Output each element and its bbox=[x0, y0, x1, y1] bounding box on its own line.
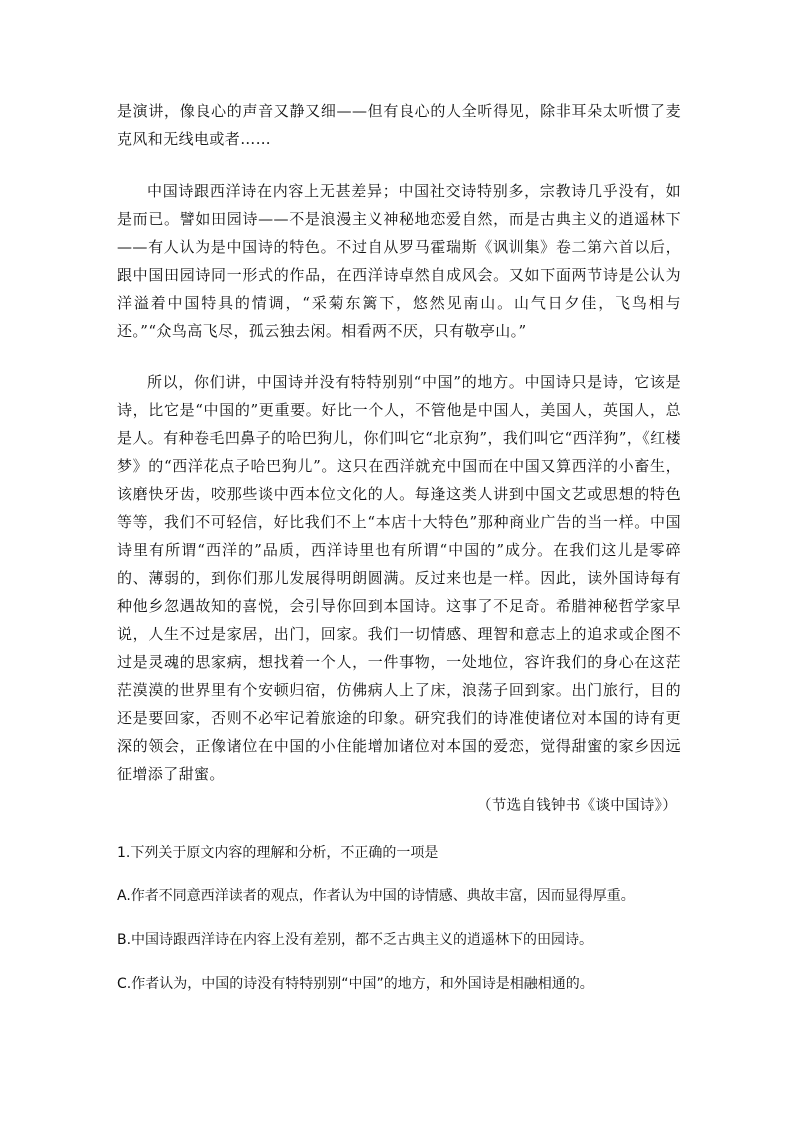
question-option-a: A.作者不同意西洋读者的观点，作者认为中国的诗情感、典故丰富，因而显得厚重。 bbox=[117, 888, 635, 904]
passage-source: （节选自钱钟书《谈中国诗》） bbox=[477, 798, 677, 814]
question-stem: 1.下列关于原文内容的理解和分析，不正确的一项是 bbox=[117, 845, 439, 861]
passage-paragraph-continued: 是演讲，像良心的声音又静又细——但有良心的人全听得见，除非耳朵太听惯了麦克风和无线电或者…… bbox=[117, 102, 681, 148]
passage-paragraph-2: 中国诗跟西洋诗在内容上无甚差异；中国社交诗特别多，宗教诗几乎没有，如是而已。譬如田园诗——不是浪漫主义神秘地恋爱自然，而是古典主义的逍遥林下——有人认为是中国诗的特色。不过自从罗马霍瑞斯《讽训集》卷二第六首以后，跟中国田园诗同一形式的作品，在西洋诗卓然自成风会。又如下面两节诗是公认为洋溢着中国特具的情调，“采菊东篱下，悠然见南山。山气日夕佳，飞鸟相与还。”“众鸟高飞尽，孤云独去闲。相看两不厌，只有敬亭山。” bbox=[117, 182, 681, 340]
question-option-c: C.作者认为，中国的诗没有特特别别“中国”的地方，和外国诗是相融相通的。 bbox=[117, 976, 594, 992]
passage-paragraph-3: 所以，你们讲，中国诗并没有特特别别“中国”的地方。中国诗只是诗，它该是诗，比它是“中国的”更重要。好比一个人，不管他是中国人，美国人，英国人，总是人。有种卷毛凹鼻子的哈巴狗儿，你们叫它“北京狗”，我们叫它“西洋狗”，《红楼梦》的“西洋花点子哈巴狗儿”。这只在西洋就充中国而在中国又算西洋的小畜生，该磨快牙齿，咬那些谈中西本位文化的人。每逢这类人讲到中国文艺或思想的特色等等，我们不可轻信，好比我们不上“本店十大特色”那种商业广告的当一样。中国诗里有所谓“西洋的”品质，西洋诗里也有所谓“中国的”成分。在我们这儿是零碎的、薄弱的，到你们那儿发展得明朗圆满。反过来也是一样。因此，读外国诗每有种他乡忽遇故知的喜悦，会引导你回到本国诗。这事了不足奇。希腊神秘哲学家早说，人生不过是家居，出门，回家。我们一切情感、理智和意志上的追求或企图不过是灵魂的思家病，想找着一个人，一件事物，一处地位，容许我们的身心在这茫茫漠漠的世界里有个安顿归宿，仿佛病人上了床，浪荡子回到家。出门旅行，目的还是要回家，否则不必牢记着旅途的印象。研究我们的诗准使诸位对本国的诗有更深的领会，正像诸位在中国的小住能增加诸位对本国的爱恋，觉得甜蜜的家乡因远征增添了甜蜜。 bbox=[117, 373, 681, 783]
question-option-b: B.中国诗跟西洋诗在内容上没有差别，都不乏古典主义的逍遥林下的田园诗。 bbox=[117, 932, 594, 948]
